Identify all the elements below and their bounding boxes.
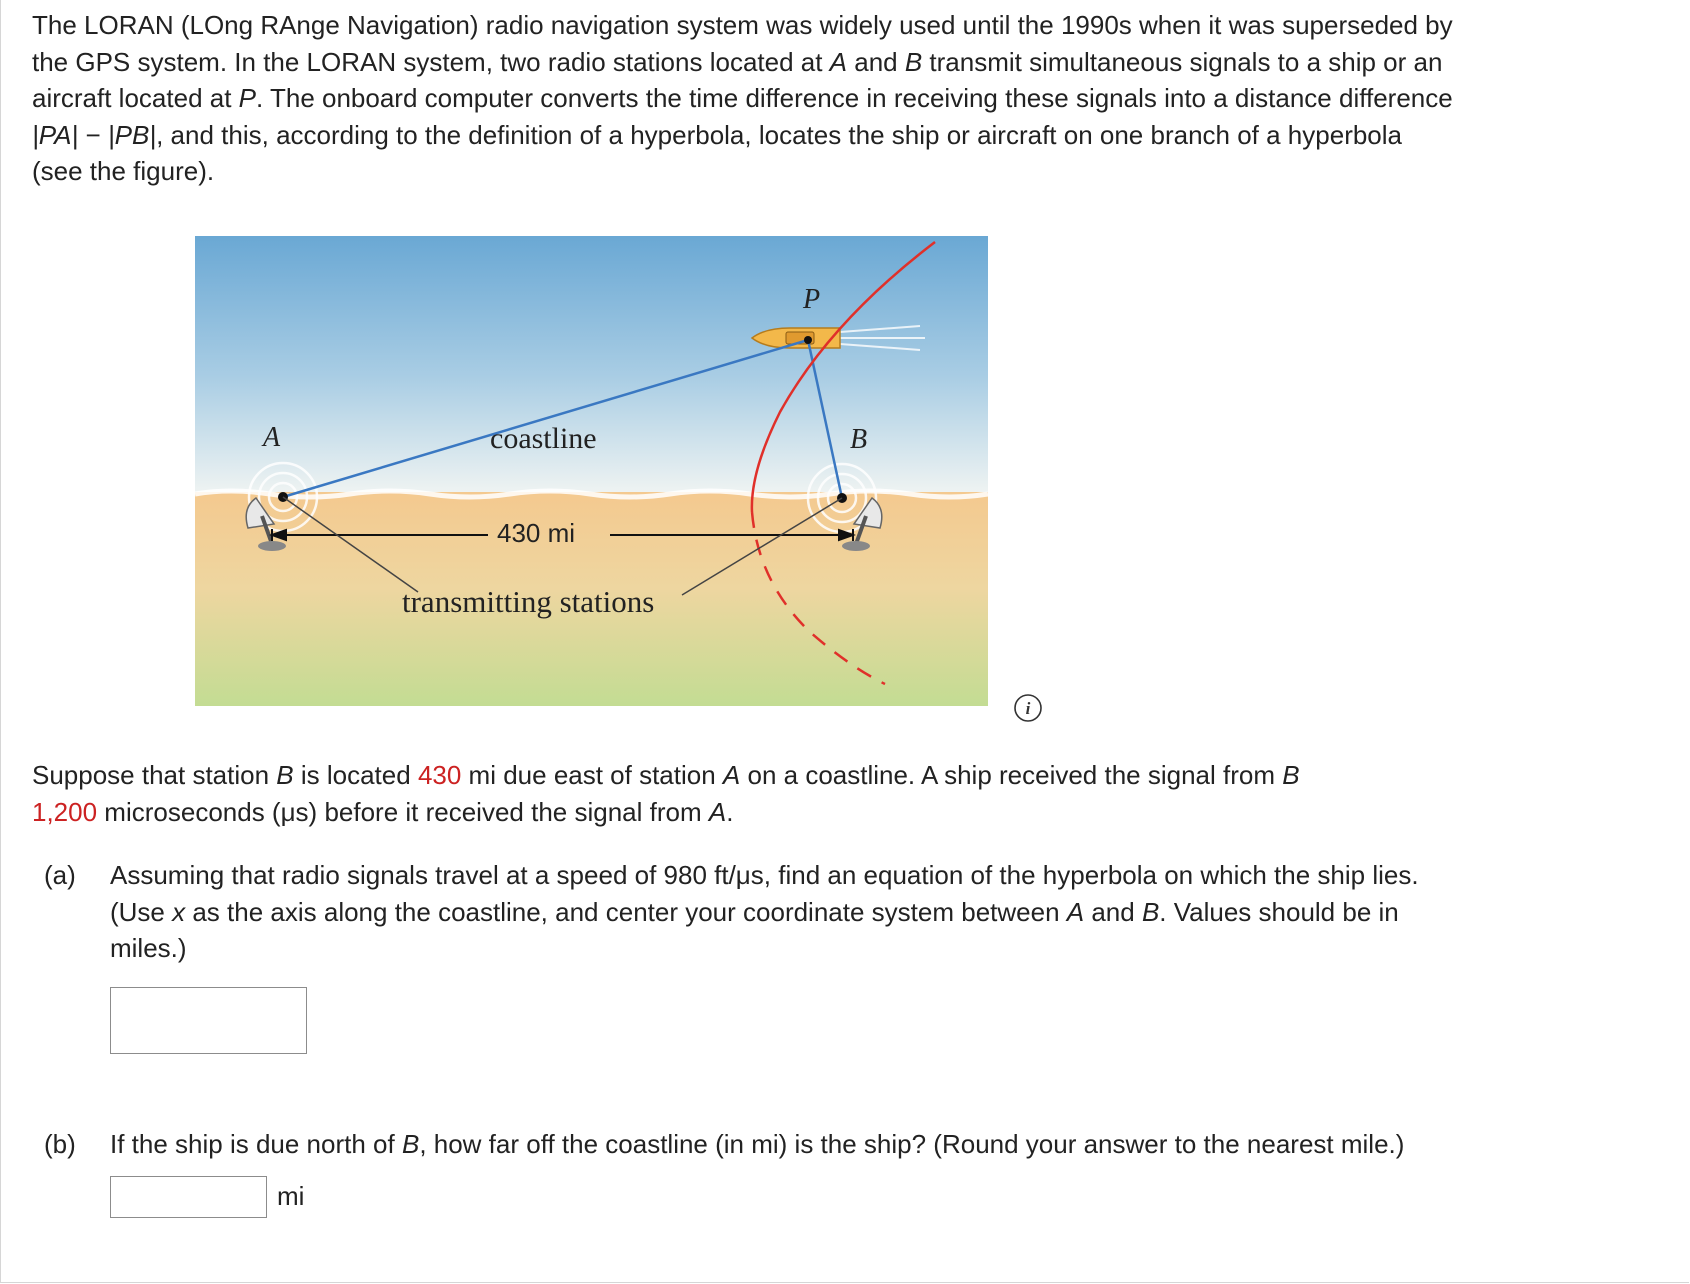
minus-sign: − [78,119,108,150]
distance-label: 430 mi [497,517,576,548]
part-b-line-1 [110,1126,1664,1163]
problem-text: is located [293,760,418,790]
stations-label: transmitting stations [402,584,655,619]
var-a: A [1066,896,1085,927]
intro-line-2 [32,44,1672,81]
intro-text: transmit simultaneous signals to a ship or an [922,46,1443,77]
loran-figure [190,232,990,712]
var-a: A [708,796,727,827]
part-b-answer-field[interactable] [110,1176,267,1218]
label-b: B [850,424,868,455]
part-a-answer-field[interactable] [110,987,307,1054]
part-a-text: Assuming that radio signals travel at a speed of 980 ft/μs, find an equation of the hyperbola on which the ship lies. [110,860,1419,890]
part-a-text: miles.) [110,933,187,963]
var-a: A [829,46,848,77]
intro-line-4 [32,117,1672,154]
abs-pb: |PB| [107,119,157,150]
var-b: B [1282,760,1300,790]
intro-text: aircraft located at [32,83,239,113]
problem-line-1 [32,757,1632,794]
part-b-question [44,1126,1664,1163]
distance-value: 430 [417,760,462,790]
part-a-line-2 [110,894,1664,931]
part-b-text: If the ship is due north of [110,1129,402,1159]
var-b: B [276,760,294,790]
intro-line-5 [32,153,1672,190]
part-a-letter: (a) [44,860,76,890]
problem-text: Suppose that station [32,760,277,790]
part-b-unit: mi [277,1181,305,1211]
var-b: B [1141,896,1160,927]
intro-text: (see the figure). [32,156,215,186]
part-a-text: . Values should be in [1159,896,1399,927]
intro-paragraph [32,7,1672,190]
problem-statement [32,757,1632,830]
intro-text: The LORAN (LOng RAnge Navigation) radio navigation system was widely used until the 1990s when it was superseded by [32,10,1453,40]
problem-line-2 [32,794,1632,831]
intro-text: , and this, according to the definition of a hyperbola, locates the ship or aircraft on one branch of a hyperbola [156,119,1403,150]
info-icon[interactable] [1013,693,1043,723]
var-b: B [401,1129,420,1159]
problem-text: mi due east of station [461,760,723,790]
problem-text: . [726,796,734,827]
part-a-body [110,857,1664,967]
part-a-text: (Use [110,896,173,927]
part-a-line-3 [110,930,1664,967]
part-a-line-1 [110,857,1664,894]
part-b-letter: (b) [44,1129,76,1159]
label-p: P [803,284,821,315]
intro-text: the GPS system. In the LORAN system, two radio stations located at [32,46,830,77]
coastline-label: coastline [490,422,597,455]
problem-text: on a coastline. A ship received the signal from [740,760,1283,790]
intro-text: and [847,46,905,77]
var-b: B [904,46,923,77]
var-a: A [722,760,741,790]
ship-point [804,336,812,344]
intro-text: . The onboard computer converts the time difference in receiving these signals into a distance difference [256,83,1453,113]
part-a-text: and [1084,896,1142,927]
intro-line-3 [32,80,1672,117]
part-b-text: , how far off the coastline (in mi) is the ship? (Round your answer to the nearest mile.) [419,1129,1405,1159]
svg-text:i: i [1025,699,1031,718]
intro-line-1 [32,7,1672,44]
problem-text: microseconds (μs) before it received the signal from [97,796,709,827]
part-a-text: as the axis along the coastline, and center your coordinate system between [185,896,1067,927]
part-a-question [44,857,1664,967]
time-value: 1,200 [32,796,98,827]
part-b-body [110,1126,1664,1163]
abs-pa: |PA| [32,119,79,150]
var-p: P [238,83,256,113]
label-a: A [263,422,281,453]
var-x: x [172,896,186,927]
